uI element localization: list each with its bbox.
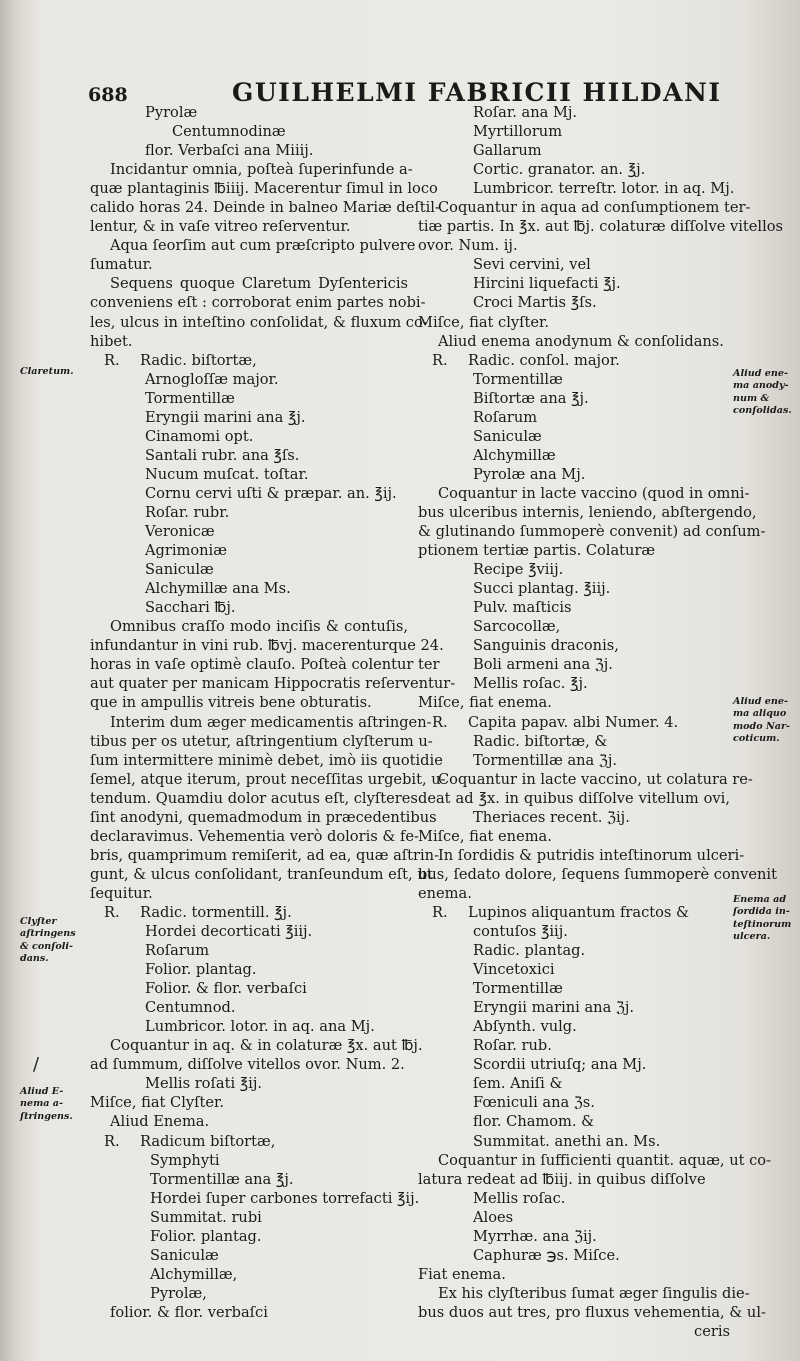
text-line: ſequitur. xyxy=(90,884,153,902)
text-line: Eryngii marini ana ℨj. xyxy=(473,999,635,1017)
text-line: que in ampullis vitreis bene obturatis. xyxy=(90,694,372,712)
text-line: Folior. plantag. xyxy=(145,961,257,979)
text-line: ſem. Aniſi & xyxy=(473,1075,563,1093)
text-line: Summitat. anethi an. Ms. xyxy=(473,1132,661,1150)
text-line: Tormentillæ xyxy=(473,980,563,998)
text-line: bus duos aut tres, pro fluxus vehementia, & ul- xyxy=(418,1303,766,1321)
text-line: Lumbricor. lotor. in aq. ana Mj. xyxy=(145,1018,375,1036)
text-line: Radic. plantag. xyxy=(473,942,586,960)
margin-note-line: dans. xyxy=(20,953,49,965)
text-line: Coquantur in lacte vaccino, ut colatura re- xyxy=(438,770,753,788)
margin-note-line: & conſoli- xyxy=(20,940,74,952)
text-line: Hordei decorticati ℥iij. xyxy=(145,923,313,941)
text-line: Miſce, fiat Clyſter. xyxy=(90,1094,225,1112)
margin-note-aliud-enema-anodynum xyxy=(733,368,797,418)
text-line: Saniculæ xyxy=(145,561,214,579)
text-line: Arnogloſſæ major. xyxy=(145,370,279,388)
text-line: enema. xyxy=(418,884,472,902)
text-line: Incidantur omnia, poſteà ſuperinfunde a- xyxy=(110,161,413,179)
recipe-line-text: Lupinos aliquantum fractos & xyxy=(468,903,690,921)
text-line: Folior. & flor. verbaſci xyxy=(145,980,307,998)
text-line: In ſordidis & putridis inteſtinorum ulceri- xyxy=(438,846,745,864)
text-line: Cinamomi opt. xyxy=(145,427,254,445)
margin-note-line: Aliud ene- xyxy=(733,368,788,379)
text-line: ovor. Num. ij. xyxy=(418,237,518,255)
text-line: quæ plantaginis ℔iiij. Macerentur ſimul in loco xyxy=(90,180,438,198)
text-line: Aloes xyxy=(473,1208,514,1226)
margin-note-line: ſordida in- xyxy=(733,906,790,918)
text-line: ad ſummum, diſſolve vitellos ovor. Num. 2. xyxy=(90,1056,405,1074)
margin-mark: / xyxy=(33,1054,40,1075)
text-line: Symphyti xyxy=(150,1151,220,1169)
text-line: Radic. biſtortæ, & xyxy=(473,732,608,750)
text-line: lentur, & in vaſe vitreo reſerventur. xyxy=(90,218,351,236)
text-line: Recipe ℥viij. xyxy=(473,561,564,579)
catchword: ceris xyxy=(694,1323,730,1340)
text-line: Pyrolæ xyxy=(145,104,198,121)
text-line: Aqua ſeorſim aut cum præſcripto pulvere xyxy=(110,237,416,255)
text-line: Nucum muſcat. toſtar. xyxy=(145,465,309,483)
text-line: Roſar. ana Mj. xyxy=(473,104,578,121)
text-line: Coquantur in aqua ad conſumptionem ter- xyxy=(438,199,751,217)
recipe-marker: R. xyxy=(432,351,448,369)
text-line: Croci Martis ℥ſs. xyxy=(473,294,597,312)
recipe-line-text: Radic. conſol. major. xyxy=(468,351,620,369)
text-line: Cortic. granator. an. ℥j. xyxy=(473,161,646,179)
text-line: Mellis roſac. xyxy=(473,1189,566,1207)
text-line: declaravimus. Vehementia verò doloris & fe- xyxy=(90,827,419,845)
text-line: Gallarum xyxy=(473,142,542,160)
text-line: Caphuræ ℈s. Miſce. xyxy=(473,1246,620,1264)
text-line: bus, ſedato dolore, ſequens ſummoperè convenit xyxy=(418,865,777,883)
text-line: Scordii utriuſq; ana Mj. xyxy=(473,1056,647,1074)
text-line: Alchymillæ xyxy=(473,446,556,464)
text-line: Ex his clyſteribus ſumat æger ſingulis die- xyxy=(438,1284,750,1302)
margin-note-line: modo Nar- xyxy=(733,720,791,732)
text-line: Coquantur in aq. & in colaturæ ℥x. aut ℔j. xyxy=(110,1037,423,1055)
text-line: Tormentillæ xyxy=(145,389,235,407)
text-line: tendum. Quamdiu dolor acutus eſt, clyſteres xyxy=(90,789,418,807)
text-line: gunt, & ulcus conſolidant, tranſeundum eſt, ut xyxy=(90,865,433,883)
margin-note-line: num & xyxy=(733,392,770,404)
text-line: Summitat. rubi xyxy=(150,1208,262,1226)
text-line: Abſynth. vulg. xyxy=(473,1018,577,1036)
margin-note-aliud-enema-astringens xyxy=(20,1086,84,1123)
text-line: ſumatur. xyxy=(90,256,153,274)
text-line: & glutinando ſummoperè convenit) ad conſum- xyxy=(418,523,766,541)
text-line: Aliud Enema. xyxy=(110,1113,210,1131)
text-line: les, ulcus in inteſtino conſolidat, & fluxum co- xyxy=(90,313,428,331)
text-line: Saniculæ xyxy=(473,427,542,445)
text-line: Agrimoniæ xyxy=(145,542,227,560)
text-line: Tormentillæ ana ℥j. xyxy=(150,1170,294,1188)
recipe-line xyxy=(90,903,408,922)
text-line: Fiat enema. xyxy=(418,1265,506,1283)
text-line: ſint anodyni, quemadmodum in præcedentibus xyxy=(90,808,437,826)
recipe-line xyxy=(90,1132,408,1151)
text-line: Lumbricor. terreſtr. lotor. in aq. Mj. xyxy=(473,180,735,198)
text-line: tibus per os utetur, aſtringentium clyſterum u- xyxy=(90,732,433,750)
text-line: conveniens eſt : corroborat enim partes nobi- xyxy=(90,294,426,312)
text-line: Saniculæ xyxy=(150,1246,219,1264)
text-line: Miſce, fiat clyſter. xyxy=(418,313,550,331)
text-line: Veronicæ xyxy=(145,523,215,541)
text-line: Mellis roſati ℥ij. xyxy=(145,1075,263,1093)
text-line: Eryngii marini ana ℥j. xyxy=(145,408,306,426)
recipe-marker: R. xyxy=(104,1132,120,1150)
text-line: Centumnod. xyxy=(145,999,236,1017)
margin-note-line: teſtinorum xyxy=(733,918,792,930)
recipe-marker: R. xyxy=(432,903,448,921)
text-line: ſemel, atque iterum, prout neceſſitas urgebit, u- xyxy=(90,770,446,788)
running-title: GUILHELMI FABRICII HILDANI xyxy=(232,78,722,107)
margin-note-line: Aliud E- xyxy=(20,1086,64,1097)
recipe-line xyxy=(418,351,730,370)
text-line: Alchymillæ, xyxy=(150,1265,238,1283)
margin-note-line: conſolidas. xyxy=(733,405,792,417)
text-line: Myrrhæ. ana ℨij. xyxy=(473,1227,597,1245)
text-line: ptionem tertiæ partis. Colaturæ xyxy=(418,542,656,560)
text-line: latura redeat ad ℔iij. in quibus diſſolve xyxy=(418,1170,706,1188)
text-line: Vincetoxici xyxy=(473,961,555,979)
text-line: ſum intermittere minimè debet, imò iis quotidie xyxy=(90,751,443,769)
text-line: horas in vaſe optimè clauſo. Poſteà colentur ter xyxy=(90,656,440,674)
text-line: Mellis roſac. ℥j. xyxy=(473,675,588,693)
margin-note-aliud-enema-narcoticum xyxy=(733,696,797,746)
text-line: Tormentillæ ana ℨj. xyxy=(473,751,618,769)
margin-note-enema-sordida xyxy=(733,894,797,944)
text-line: deat ad ℥x. in quibus diſſolve vitellum ovi, xyxy=(418,789,730,807)
text-line: Miſce, fiat enema. xyxy=(418,827,552,845)
text-line: Sevi cervini, vel xyxy=(473,256,591,274)
text-line: Theriaces recent. ℨij. xyxy=(473,808,630,826)
text-line: Miſce, fiat enema. xyxy=(418,694,552,712)
text-line: Myrtillorum xyxy=(473,123,563,141)
text-line: Santali rubr. ana ℥ſs. xyxy=(145,446,300,464)
margin-note-clyster xyxy=(20,916,84,966)
text-line: flor. Verbaſci ana Miiij. xyxy=(145,142,314,160)
text-line: bus ulceribus internis, leniendo, abſtergendo, xyxy=(418,503,757,521)
margin-note-line: Aliud ene- xyxy=(733,696,788,707)
text-line: Hircini liquefacti ℥j. xyxy=(473,275,621,293)
text-line: Tormentillæ xyxy=(473,370,563,388)
text-line: Coquantur in ſufficienti quantit. aquæ, ut co- xyxy=(438,1151,772,1169)
text-line: Sanguinis draconis, xyxy=(473,637,619,655)
text-line: Centumnodinæ xyxy=(172,123,286,141)
margin-note-line: ſtringens. xyxy=(20,1110,73,1122)
text-line: Pyrolæ ana Mj. xyxy=(473,465,586,483)
text-line: Boli armeni ana ℨj. xyxy=(473,656,613,674)
text-line: Folior. plantag. xyxy=(150,1227,262,1245)
recipe-line xyxy=(418,903,730,922)
page-number: 688 xyxy=(88,84,128,106)
text-line: Biſtortæ ana ℥j. xyxy=(473,389,589,407)
text-line: infundantur in vini rub. ℔vj. macerenturque 24. xyxy=(90,637,444,655)
text-line: hibet. xyxy=(90,332,133,350)
text-line: aut quater per manicam Hippocratis reſerventur- xyxy=(90,675,456,693)
text-line: tiæ partis. In ℥x. aut ℔j. colaturæ diſſolve vitellos xyxy=(418,218,784,236)
text-line: folior. & flor. verbaſci xyxy=(110,1303,268,1321)
text-line: Aliud enema anodynum & conſolidans. xyxy=(438,332,724,350)
margin-note-line: Enema ad xyxy=(733,894,787,905)
text-line: calido horas 24. Deinde in balneo Mariæ deſtil- xyxy=(90,199,440,217)
margin-note-line: nema a- xyxy=(20,1098,63,1110)
margin-note-line: ulcera. xyxy=(733,931,771,943)
text-line: Alchymillæ ana Ms. xyxy=(145,580,291,598)
recipe-line-text: Capita papav. albi Numer. 4. xyxy=(468,713,679,731)
text-line: bris, quamprimum remiſerit, ad ea, quæ aſtrin- xyxy=(90,846,440,864)
margin-note-line: Clyſter aſtringens xyxy=(20,916,76,940)
recipe-line-text: Radicum biſtortæ, xyxy=(140,1132,276,1150)
text-line: Sarcocollæ, xyxy=(473,618,561,636)
left-text-column xyxy=(90,103,456,1322)
text-line: Omnibus craſſo modo inciſis & contuſis, xyxy=(110,618,408,636)
text-line: Cornu cervi uſti & præpar. an. ℥ij. xyxy=(145,484,397,502)
text-line: Sacchari ℔j. xyxy=(145,599,236,617)
margin-note-claretum xyxy=(20,366,84,378)
recipe-line-text: Radic. biſtortæ, xyxy=(140,351,257,369)
text-line: Interim dum æger medicamentis aſtringen- xyxy=(110,713,432,731)
text-line: Roſar. rubr. xyxy=(145,503,230,521)
recipe-marker: R. xyxy=(432,713,448,731)
text-line: Hordei ſuper carbones torrefacti ℥ij. xyxy=(150,1189,420,1207)
text-line: Sequens quoque Claretum Dyſentericis xyxy=(110,275,408,293)
recipe-marker: R. xyxy=(104,351,120,369)
recipe-line xyxy=(418,713,730,732)
text-line: Coquantur in lacte vaccino (quod in omni- xyxy=(438,484,750,502)
text-line: Pyrolæ, xyxy=(150,1284,207,1302)
text-line: contuſos ℥iij. xyxy=(473,923,568,941)
recipe-marker: R. xyxy=(104,903,120,921)
text-line: Roſarum xyxy=(145,942,210,960)
margin-note-line: coticum. xyxy=(733,733,780,745)
text-line: Roſarum xyxy=(473,408,538,426)
recipe-line-text: Radic. tormentill. ℥j. xyxy=(140,903,292,921)
recipe-line xyxy=(90,351,408,370)
text-line: Succi plantag. ℥iij. xyxy=(473,580,611,598)
text-line: Roſar. rub. xyxy=(473,1037,552,1055)
margin-note-line: ma anody- xyxy=(733,380,789,392)
text-line: flor. Chamom. & xyxy=(473,1113,595,1131)
margin-note-line: Claretum. xyxy=(20,366,74,377)
text-line: Fœniculi ana ℨs. xyxy=(473,1094,595,1112)
text-line: Pulv. maſticis xyxy=(473,599,572,617)
margin-note-line: ma aliquo xyxy=(733,708,787,720)
